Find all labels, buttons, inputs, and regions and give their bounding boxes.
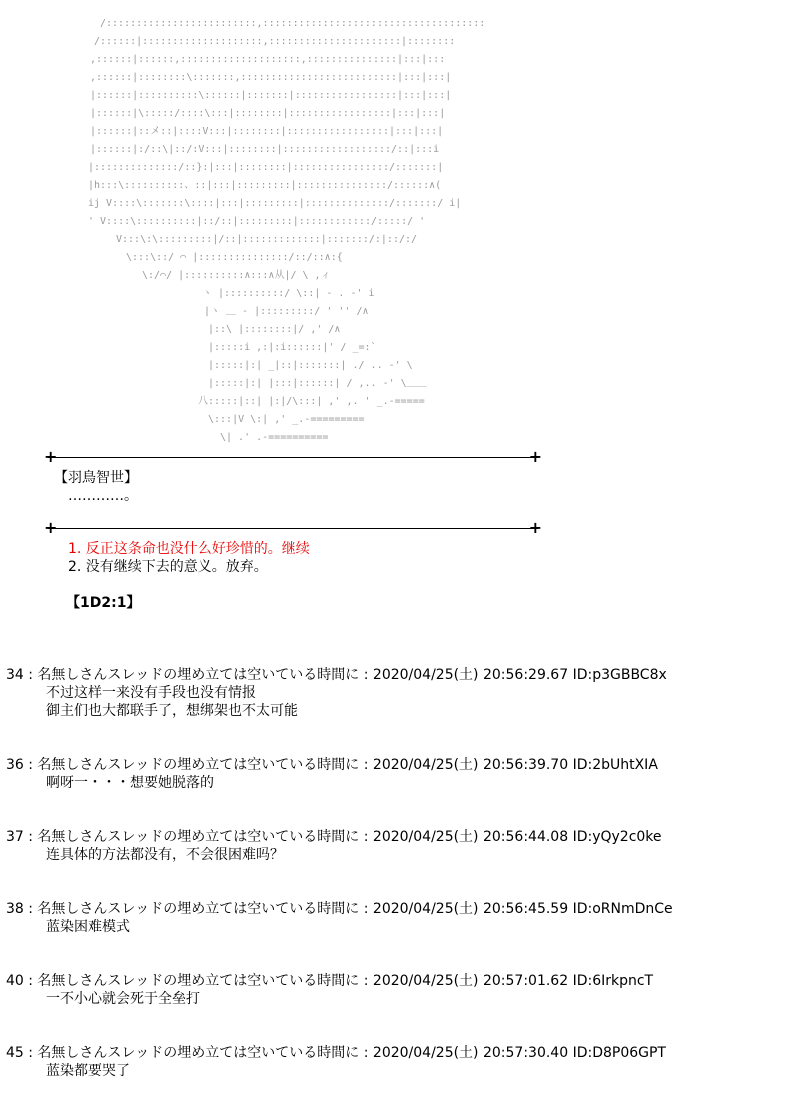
svg-text:' V::::\::::::::::|::/::|::::: ' V::::\::::::::::|::/::|:::::::::|::::::::::::/:::::/ ' [88, 216, 426, 227]
post-line: 一不小心就会死于全垒打 [46, 991, 200, 1007]
svg-text:|:::::|:| _|::|:::::::| ./: |:::::|:| _|::|:::::::| ./ .. -' \ [208, 360, 413, 371]
speaker-name: 【羽鳥智世】 [54, 470, 138, 486]
post-header: 36 : 名無しさんスレッドの埋め立ては空いている時間に : 2020/04/25(土) 20:56:39.70 ID:2bUhtXIA [6, 757, 658, 773]
post-header: 34 : 名無しさんスレッドの埋め立ては空いている時間に : 2020/04/25(土) 20:56:29.67 ID:p3GBBC8x [6, 667, 667, 683]
post-header: 40 : 名無しさんスレッドの埋め立ては空いている時間に : 2020/04/25(土) 20:57:01.62 ID:6IrkpncT [6, 973, 654, 989]
plus-cross-icon: + [44, 518, 58, 537]
svg-text:V:::\:\:::::::::|/::|:::::::::: V:::\:\:::::::::|/::|:::::::::::::|:::::::/:|::/:/ [116, 234, 418, 245]
svg-text:八:::::|::| |:|/\:::| ,' ,: 八:::::|::| |:|/\:::| ,' ,. ' _.-===== [198, 396, 425, 407]
svg-text:,::::::|::::::::\:::::::,:::::: ,::::::|::::::::\:::::::,::::::::::::::::::::::::::|:::|:::| [90, 72, 452, 83]
post-line: 蓝染都要哭了 [46, 1063, 130, 1079]
svg-text:|::::::::::::::/::}:|:::|:::::: |::::::::::::::/::}:|:::|::::::::|::::::::::::::::/:::::::| [88, 162, 444, 173]
svg-text:ij V::::\:::::::\::::|:::|::::: ij V::::\:::::::\::::|:::|:::::::::|::::::::::::::/:::::::/ i| [88, 198, 462, 209]
svg-text:|:::::|:| |:::|::::::|: |:::::|:| |:::|::::::| / ,.. -' \＿＿ [208, 378, 427, 389]
post-line: 不过这样一来没有手段也没有情报 [46, 685, 256, 701]
dice-result: 【1D2:1】 [66, 595, 141, 611]
post-line: 御主们也大都联手了，想绑架也不太可能 [46, 703, 298, 719]
plus-cross-icon: + [528, 447, 542, 466]
svg-text:\:::\::/ ⌒ |::::::::::::::: \:::\::/ ⌒ |:::::::::::::::/::/::∧:{ [126, 252, 343, 263]
ascii-art-illustration [86, 14, 556, 454]
svg-text:|::::::|\:::::/::::\:::|::::::: |::::::|\:::::/::::\:::|::::::::|:::::::::::::::::|:::|:::| [90, 108, 446, 119]
svg-text:/::::::|::::::::::::::::::::,:: /::::::|::::::::::::::::::::,::::::::::::::::::::::|:::::::: [94, 36, 456, 47]
choice-2: 2. 没有继续下去的意义。放弃。 [68, 559, 268, 575]
svg-text:\| .' .-=: \| .' .-========== [220, 432, 329, 443]
post-line: 啊呀一・・・想要她脱落的 [46, 775, 214, 791]
svg-text:ヽ |::::::::::/ \: ヽ |::::::::::/ \::| - . -' i [202, 288, 375, 299]
post-line: 连具体的方法都没有，不会很困难吗？ [46, 847, 284, 863]
post-header: 45 : 名無しさんスレッドの埋め立ては空いている時間に : 2020/04/25(土) 20:57:30.40 ID:D8P06GPT [6, 1045, 666, 1061]
svg-text:|::\ |::::::::|/: |::\ |::::::::|/ ,' /∧ [208, 324, 341, 335]
plus-cross-icon: + [44, 447, 58, 466]
svg-text:\:/⌒/ |::::::::::∧::: \:/⌒/ |::::::::::∧:::∧从|/ \ ,ィ [142, 270, 331, 281]
post-header: 38 : 名無しさんスレッドの埋め立ては空いている時間に : 2020/04/25(土) 20:56:45.59 ID:oRNmDnCe [6, 901, 673, 917]
post-line: 蓝染困难模式 [46, 919, 130, 935]
speaker-dialogue: …………。 [68, 488, 138, 504]
top-divider [44, 447, 542, 466]
choices-divider [44, 518, 542, 537]
svg-text:|::::::|:/::\|::/:V:::|:::::::: |::::::|:/::\|::/:V:::|::::::::|::::::::::::::::::/::|:::i [90, 144, 440, 155]
svg-text:/:::::::::::::::::::::::::,:::: /:::::::::::::::::::::::::,::::::::::::::::::::::::::::::::::::: [100, 18, 486, 29]
svg-text:|:::::i ,:|:i::::::|': |:::::i ,:|:i::::::|' / _=:` [208, 342, 377, 353]
choice-1: 1. 反正这条命也没什么好珍惜的。继续 [68, 541, 310, 557]
svg-text:,::::::|::::::,:::::::::::::::: ,::::::|::::::,::::::::::::::::::::,:::::::::::::::|:::|::: [90, 54, 446, 65]
svg-text:|::::::|::メ::|::::V:::|:::::::: |::::::|::メ::|::::V:::|::::::::|:::::::::::::::::|:::|:::| [90, 126, 444, 137]
svg-text:|ヽ ＿ - |:::::::::/: |ヽ ＿ - |:::::::::/ ' '' /∧ [204, 306, 369, 317]
svg-text:|::::::|::::::::::\::::::|::::: |::::::|::::::::::\::::::|:::::::|:::::::::::::::::|:::|:::| [90, 90, 452, 101]
svg-text:|h:::\::::::::::、::|:::|::::::: |h:::\::::::::::、::|:::|:::::::::|:::::::::::::::/::::::∧( [88, 180, 442, 191]
post-header: 37 : 名無しさんスレッドの埋め立ては空いている時間に : 2020/04/25(土) 20:56:44.08 ID:yQy2c0ke [6, 829, 662, 845]
plus-cross-icon: + [528, 518, 542, 537]
svg-text:\:::|V \:| ,': \:::|V \:| ,' _.-========= [208, 414, 365, 425]
